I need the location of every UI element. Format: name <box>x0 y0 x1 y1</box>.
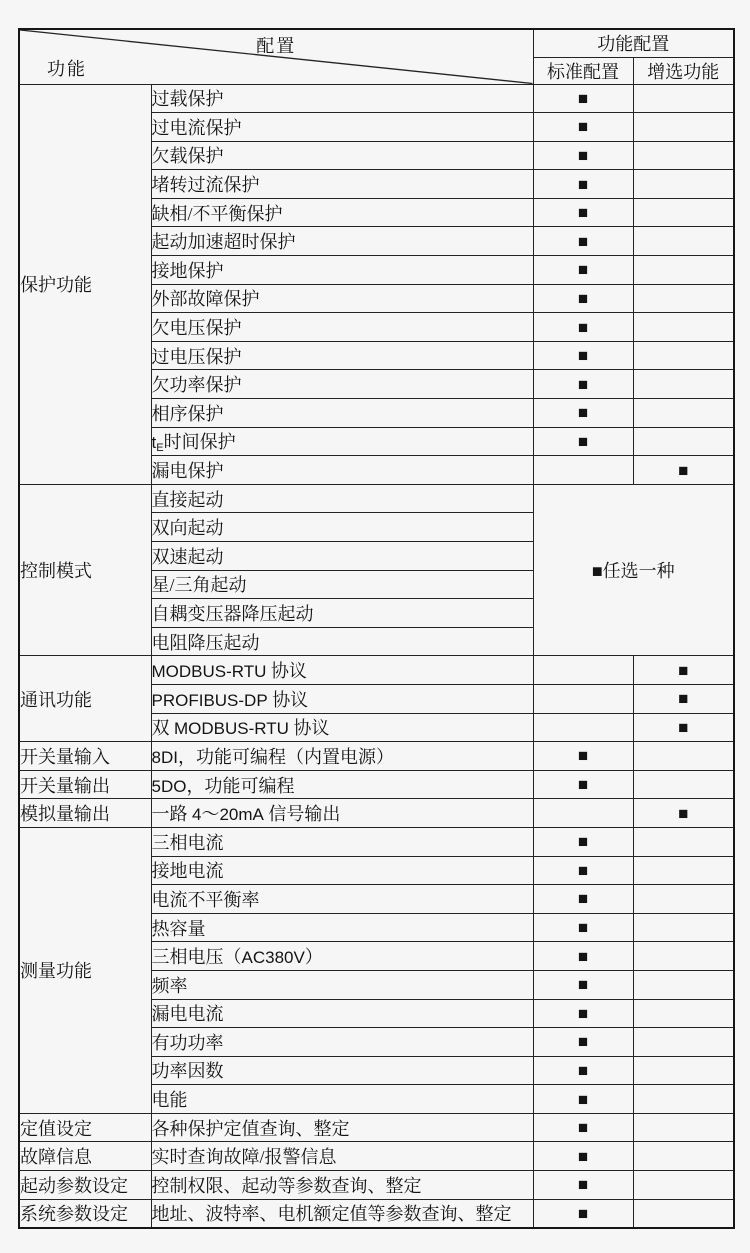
optional-mark-cell <box>633 942 734 971</box>
function-label: 堵转过流保护 <box>151 170 533 199</box>
standard-mark-cell <box>533 656 633 685</box>
standard-mark-cell <box>533 770 633 799</box>
function-label: 三相电流 <box>151 827 533 856</box>
optional-mark-cell <box>633 1142 734 1171</box>
standard-mark-cell <box>533 141 633 170</box>
checked-marker: ■ <box>577 260 589 280</box>
function-label: 双向起动 <box>151 513 533 542</box>
optional-mark-cell <box>633 284 734 313</box>
checked-marker: ■ <box>577 431 589 451</box>
checked-marker: ■ <box>577 403 589 423</box>
optional-mark-cell <box>633 1113 734 1142</box>
checked-marker: ■ <box>577 174 589 194</box>
checked-marker: ■ <box>577 832 589 852</box>
subscript-text: E <box>156 442 164 455</box>
function-label: 控制权限、起动等参数查询、整定 <box>151 1171 533 1200</box>
standard-mark-cell <box>533 999 633 1028</box>
optional-mark-cell <box>633 427 734 456</box>
optional-mark-cell <box>633 999 734 1028</box>
latin-text: MODBUS-RTU <box>151 662 267 682</box>
function-label: 双 MODBUS-RTU 协议 <box>151 713 533 742</box>
standard-mark-cell <box>533 1113 633 1142</box>
latin-text: PROFIBUS-DP <box>151 690 268 710</box>
header-optional-function: 增选功能 <box>633 57 734 84</box>
group-label: 定值设定 <box>19 1113 151 1142</box>
latin-text: MODBUS-RTU <box>174 719 289 739</box>
standard-mark-cell <box>533 1142 633 1171</box>
latin-text: 8DI <box>151 747 178 767</box>
function-label: 直接起动 <box>151 484 533 513</box>
table-row <box>19 742 734 771</box>
latin-text: AC380V <box>241 948 305 968</box>
optional-mark-cell <box>633 370 734 399</box>
header-config-label: 配置 <box>256 36 297 56</box>
standard-mark-cell <box>533 399 633 428</box>
table-row <box>19 1199 734 1228</box>
standard-mark-cell <box>533 113 633 142</box>
standard-mark-cell <box>533 198 633 227</box>
function-label: 双速起动 <box>151 542 533 571</box>
checked-marker: ■ <box>577 1089 589 1109</box>
function-label: 过载保护 <box>151 84 533 113</box>
optional-mark-cell <box>633 313 734 342</box>
checked-marker: ■ <box>577 317 589 337</box>
optional-mark-cell <box>633 684 734 713</box>
group-label: 故障信息 <box>19 1142 151 1171</box>
table-body <box>19 84 734 1228</box>
function-label: 三相电压（AC380V） <box>151 942 533 971</box>
standard-mark-cell <box>533 370 633 399</box>
function-label: 外部故障保护 <box>151 284 533 313</box>
standard-mark-cell <box>533 170 633 199</box>
function-label: 漏电电流 <box>151 999 533 1028</box>
standard-mark-cell <box>533 885 633 914</box>
function-label: 实时查询故障/报警信息 <box>151 1142 533 1171</box>
function-label: 功率因数 <box>151 1056 533 1085</box>
optional-mark-cell <box>633 227 734 256</box>
standard-mark-cell <box>533 856 633 885</box>
standard-mark-cell <box>533 913 633 942</box>
latin-text: t <box>151 433 157 453</box>
function-label: 电流不平衡率 <box>151 885 533 914</box>
function-label: 漏电保护 <box>151 456 533 485</box>
group-label: 控制模式 <box>19 484 151 656</box>
optional-mark-cell <box>633 1171 734 1200</box>
function-label: 接地保护 <box>151 256 533 285</box>
optional-mark-cell <box>633 827 734 856</box>
checked-marker: ■ <box>577 145 589 165</box>
function-label: 电能 <box>151 1085 533 1114</box>
group-label: 起动参数设定 <box>19 1171 151 1200</box>
checked-marker: ■ <box>577 889 589 909</box>
header-function-config: 功能配置 <box>533 29 734 57</box>
group-label: 开关量输入 <box>19 742 151 771</box>
table-row <box>19 656 734 685</box>
checked-marker: ■ <box>577 860 589 880</box>
table-row <box>19 1171 734 1200</box>
optional-mark-cell <box>633 856 734 885</box>
standard-mark-cell <box>533 256 633 285</box>
standard-mark-cell <box>533 713 633 742</box>
optional-mark-cell <box>633 1028 734 1057</box>
standard-mark-cell <box>533 799 633 828</box>
optional-mark-cell <box>633 970 734 999</box>
function-label: 各种保护定值查询、整定 <box>151 1113 533 1142</box>
optional-mark-cell <box>633 84 734 113</box>
group-label: 保护功能 <box>19 84 151 484</box>
function-label: 自耦变压器降压起动 <box>151 599 533 628</box>
latin-text: 20mA <box>219 805 264 825</box>
checked-marker: ■ <box>577 1203 589 1223</box>
checked-marker: ■ <box>577 1003 589 1023</box>
optional-mark-cell <box>633 656 734 685</box>
checked-marker: ■ <box>577 203 589 223</box>
checked-marker: ■ <box>577 346 589 366</box>
table-row <box>19 1142 734 1171</box>
optional-mark-cell <box>633 399 734 428</box>
standard-mark-cell <box>533 1171 633 1200</box>
choose-one-note: ■任选一种 <box>533 484 734 656</box>
optional-mark-cell <box>633 799 734 828</box>
standard-mark-cell <box>533 1199 633 1228</box>
standard-mark-cell <box>533 456 633 485</box>
function-label: 过电压保护 <box>151 341 533 370</box>
header-standard-config: 标准配置 <box>533 57 633 84</box>
group-label: 通讯功能 <box>19 656 151 742</box>
optional-mark-cell <box>633 113 734 142</box>
checked-marker: ■ <box>577 946 589 966</box>
checked-marker: ■ <box>577 231 589 251</box>
optional-mark-cell <box>633 341 734 370</box>
checked-marker: ■ <box>577 746 589 766</box>
checked-marker: ■ <box>577 1146 589 1166</box>
optional-mark-cell <box>633 198 734 227</box>
optional-mark-cell <box>633 1056 734 1085</box>
function-label: MODBUS-RTU 协议 <box>151 656 533 685</box>
standard-mark-cell <box>533 970 633 999</box>
checked-marker: ■ <box>577 288 589 308</box>
checked-marker: ■ <box>678 717 689 737</box>
checked-marker: ■ <box>577 1175 589 1195</box>
function-label: 过电流保护 <box>151 113 533 142</box>
checked-marker: ■ <box>577 117 589 137</box>
group-label: 系统参数设定 <box>19 1199 151 1228</box>
function-label: 有功功率 <box>151 1028 533 1057</box>
optional-mark-cell <box>633 1199 734 1228</box>
optional-mark-cell <box>633 885 734 914</box>
function-label: 一路 4～20mA 信号输出 <box>151 799 533 828</box>
function-label: 欠载保护 <box>151 141 533 170</box>
checked-marker: ■ <box>577 775 589 795</box>
standard-mark-cell <box>533 341 633 370</box>
checked-marker: ■ <box>678 460 689 480</box>
standard-mark-cell <box>533 84 633 113</box>
optional-mark-cell <box>633 456 734 485</box>
optional-mark-cell <box>633 713 734 742</box>
function-label: PROFIBUS-DP 协议 <box>151 684 533 713</box>
function-label: 欠功率保护 <box>151 370 533 399</box>
checked-marker: ■ <box>577 1060 589 1080</box>
function-label: 接地电流 <box>151 856 533 885</box>
function-label: 热容量 <box>151 913 533 942</box>
checked-marker: ■ <box>577 1118 589 1138</box>
checked-marker: ■ <box>678 803 689 823</box>
checked-marker: ■ <box>678 689 689 709</box>
standard-mark-cell <box>533 942 633 971</box>
function-label: 欠电压保护 <box>151 313 533 342</box>
function-label: 星/三角起动 <box>151 570 533 599</box>
group-label: 开关量输出 <box>19 770 151 799</box>
standard-mark-cell <box>533 1056 633 1085</box>
config-table <box>18 28 735 1229</box>
table-row <box>19 770 734 799</box>
standard-mark-cell <box>533 1028 633 1057</box>
standard-mark-cell <box>533 1085 633 1114</box>
group-label: 测量功能 <box>19 827 151 1113</box>
checked-marker: ■ <box>678 660 689 680</box>
table-row <box>19 827 734 856</box>
standard-mark-cell <box>533 284 633 313</box>
function-label: 地址、波特率、电机额定值等参数查询、整定 <box>151 1199 533 1228</box>
latin-text: 4 <box>192 805 202 825</box>
standard-mark-cell <box>533 227 633 256</box>
table-row <box>19 484 734 513</box>
function-label: 频率 <box>151 970 533 999</box>
checked-marker: ■ <box>577 918 589 938</box>
table-row <box>19 799 734 828</box>
optional-mark-cell <box>633 742 734 771</box>
optional-mark-cell <box>633 913 734 942</box>
optional-mark-cell <box>633 141 734 170</box>
standard-mark-cell <box>533 313 633 342</box>
header-function-label: 功能 <box>47 58 87 79</box>
function-label: 起动加速超时保护 <box>151 227 533 256</box>
function-label: 电阻降压起动 <box>151 627 533 656</box>
optional-mark-cell <box>633 1085 734 1114</box>
optional-mark-cell <box>633 770 734 799</box>
group-label: 模拟量输出 <box>19 799 151 828</box>
diagonal-header-cell <box>19 29 533 84</box>
checked-marker: ■ <box>577 1032 589 1052</box>
function-label: $t_E$时间保护 <box>151 427 533 456</box>
table-row <box>19 84 734 113</box>
checked-marker: ■ <box>577 374 589 394</box>
function-label: 缺相/不平衡保护 <box>151 198 533 227</box>
standard-mark-cell <box>533 427 633 456</box>
checked-marker: ■ <box>577 975 589 995</box>
table-row <box>19 1113 734 1142</box>
standard-mark-cell <box>533 684 633 713</box>
function-label: 8DI，功能可编程（内置电源） <box>151 742 533 771</box>
function-label: 相序保护 <box>151 399 533 428</box>
standard-mark-cell <box>533 742 633 771</box>
standard-mark-cell <box>533 827 633 856</box>
checked-marker: ■ <box>577 88 589 108</box>
function-label: 5DO，功能可编程 <box>151 770 533 799</box>
optional-mark-cell <box>633 170 734 199</box>
optional-mark-cell <box>633 256 734 285</box>
latin-text: 5DO <box>151 776 187 796</box>
